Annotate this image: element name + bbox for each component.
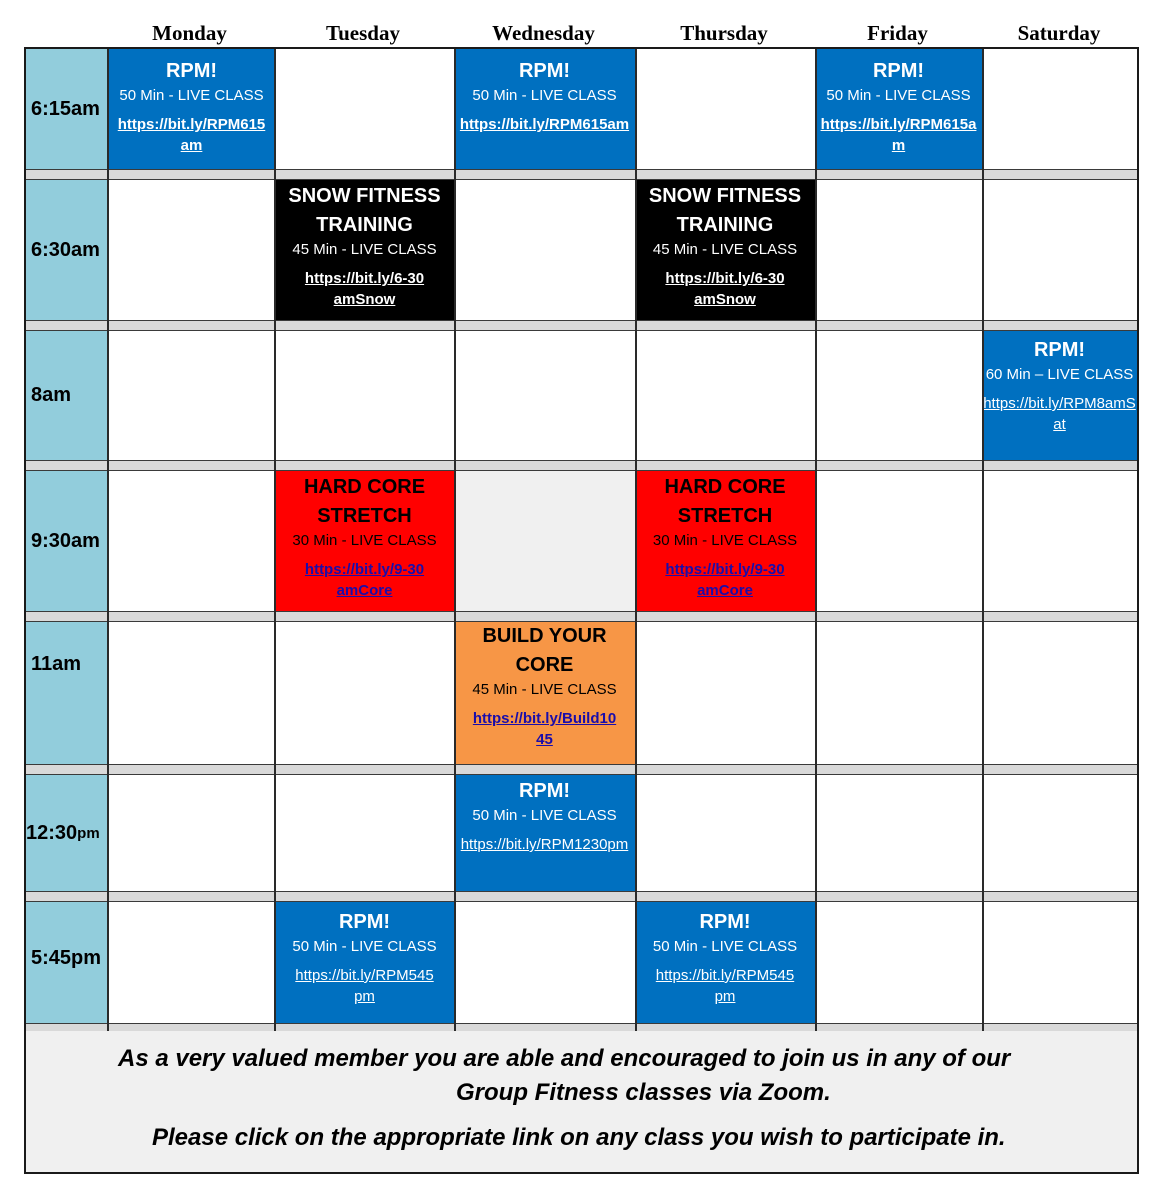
class-zoom-link[interactable]: https://bit.ly/9-30amCore: [665, 561, 785, 599]
column-divider: [815, 49, 817, 1031]
class-zoom-link[interactable]: https://bit.ly/RPM615am: [459, 116, 630, 133]
class-zoom-link[interactable]: https://bit.ly/6-30amSnow: [665, 270, 785, 308]
time-label-text: 8am: [31, 383, 72, 406]
class-zoom-link[interactable]: https://bit.ly/RPM615am: [117, 116, 266, 154]
class-card-rpm-thursday-545: [635, 902, 815, 1023]
class-duration: 50 Min - LIVE CLASS: [652, 938, 798, 955]
time-label: [26, 330, 108, 460]
footer-line-1: As a very valued member you are able and encouraged to join us in any of our: [118, 1045, 1011, 1072]
row-divider: [26, 320, 1137, 331]
empty-cell-wednesday-930: [454, 471, 635, 611]
time-label-text: 11am: [31, 653, 82, 675]
row-divider: [26, 611, 1137, 622]
class-duration: 45 Min - LIVE CLASS: [292, 241, 437, 258]
class-title: RPM!: [518, 780, 571, 802]
time-label-text: 12:30: [26, 821, 78, 844]
class-duration: 45 Min - LIVE CLASS: [472, 681, 617, 698]
class-duration: 30 Min - LIVE CLASS: [652, 532, 798, 549]
class-title: RPM!: [518, 60, 571, 82]
class-title: HARD CORE STRETCH: [664, 476, 786, 527]
class-title: RPM!: [872, 60, 925, 82]
column-divider: [274, 49, 276, 1031]
class-title: SNOW FITNESS TRAINING: [648, 185, 802, 236]
row-divider: [26, 169, 1137, 180]
class-zoom-link[interactable]: https://bit.ly/RPM1230pm: [460, 836, 629, 853]
class-title: RPM!: [165, 60, 218, 82]
class-card-rpm-monday-615: [108, 49, 275, 169]
day-header-tuesday: Tuesday: [326, 21, 400, 45]
class-card-snow-tuesday-630: [275, 180, 454, 320]
time-label: [26, 622, 108, 707]
class-duration: 50 Min - LIVE CLASS: [826, 87, 971, 104]
row-divider: [26, 891, 1137, 902]
class-zoom-link[interactable]: https://bit.ly/RPM545pm: [655, 967, 795, 1005]
time-label-suffix: pm: [77, 824, 100, 842]
class-title: BUILD YOUR CORE: [482, 625, 607, 676]
column-divider: [454, 49, 456, 1031]
day-header-monday: Monday: [152, 21, 227, 45]
class-card-buildcore-wednesday-11am: [454, 622, 635, 764]
row-divider: [26, 764, 1137, 775]
class-duration: 50 Min - LIVE CLASS: [472, 87, 617, 104]
footer-line-2: Group Fitness classes via Zoom.: [456, 1079, 831, 1106]
day-header-friday: Friday: [867, 21, 928, 45]
day-header-saturday: Saturday: [1017, 21, 1101, 45]
time-label: [26, 775, 108, 891]
class-card-snow-thursday-630: [635, 180, 815, 320]
day-header-thursday: Thursday: [680, 21, 768, 45]
time-label: [26, 49, 108, 169]
footer-line-3: Please click on the appropriate link on any class you wish to participate in.: [152, 1124, 1006, 1151]
class-title: RPM!: [699, 911, 751, 933]
class-duration: 50 Min - LIVE CLASS: [119, 87, 264, 104]
schedule-grid: [24, 47, 1139, 1033]
class-zoom-link[interactable]: https://bit.ly/RPM615am: [820, 116, 977, 154]
class-duration: 50 Min - LIVE CLASS: [292, 938, 437, 955]
class-card-rpm-saturday-8am: [982, 330, 1137, 460]
class-zoom-link[interactable]: https://bit.ly/RPM545pm: [295, 967, 434, 1005]
column-divider: [635, 49, 637, 1031]
column-divider: [982, 49, 984, 1031]
class-card-rpm-wednesday-615: [454, 49, 635, 169]
time-label: [26, 471, 108, 611]
class-zoom-link[interactable]: https://bit.ly/RPM8amSat: [983, 395, 1136, 433]
class-title: SNOW FITNESS TRAINING: [288, 185, 441, 236]
footer-note: [24, 1031, 1139, 1174]
class-card-rpm-wednesday-1230: [454, 775, 635, 891]
class-zoom-link[interactable]: https://bit.ly/9-30amCore: [304, 561, 425, 599]
class-duration: 60 Min – LIVE CLASS: [985, 366, 1134, 383]
class-card-rpm-tuesday-545: [275, 902, 454, 1023]
day-header-wednesday: Wednesday: [492, 21, 595, 45]
class-card-hardcore-tuesday-930: [275, 471, 454, 611]
class-card-hardcore-thursday-930: [635, 471, 815, 611]
time-label-text: 5:45pm: [31, 946, 102, 969]
time-label: [26, 902, 108, 1014]
class-duration: 50 Min - LIVE CLASS: [472, 807, 617, 824]
class-title: HARD CORE STRETCH: [303, 476, 426, 527]
class-duration: 30 Min - LIVE CLASS: [292, 532, 437, 549]
time-label-text: 9:30am: [31, 529, 100, 552]
class-title: RPM!: [1033, 339, 1086, 361]
class-card-rpm-friday-615: [815, 49, 982, 169]
column-divider: [107, 49, 109, 1031]
class-zoom-link[interactable]: https://bit.ly/6-30amSnow: [304, 270, 425, 308]
time-label: [26, 180, 108, 320]
row-divider: [26, 460, 1137, 471]
class-title: RPM!: [338, 911, 391, 933]
class-duration: 45 Min - LIVE CLASS: [652, 241, 798, 258]
time-label-text: 6:30am: [31, 238, 100, 261]
class-zoom-link[interactable]: https://bit.ly/Build1045: [472, 710, 617, 748]
time-label-text: 6:15am: [31, 97, 100, 120]
